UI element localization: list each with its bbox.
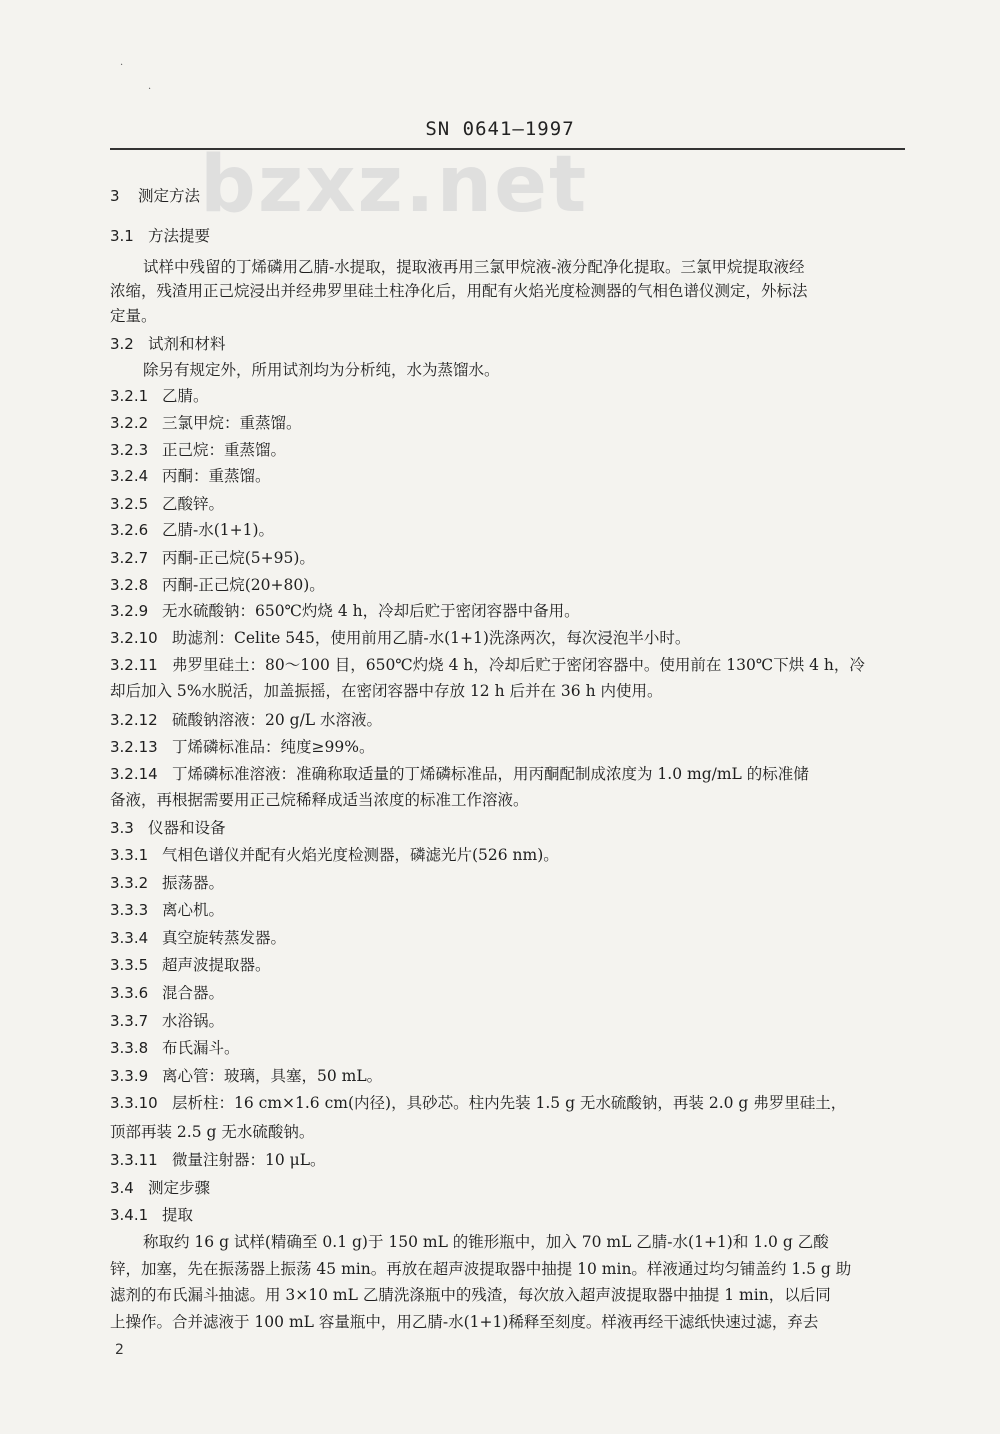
clause-text: 上操作。合并滤液于 100 mL 容量瓶中，用乙腈-水(1+1)稀释至刻度。样液再经干滤纸快速过滤，弃去: [110, 1313, 819, 1331]
clause-line: [110, 818, 910, 838]
clause-line: [110, 601, 910, 621]
clause-number: 3.2.7: [110, 549, 149, 567]
clause-text: 备液，再根据需要用正己烷稀释成适当浓度的标准工作溶液。: [110, 791, 529, 809]
scan-dot: ·: [148, 84, 152, 95]
text-line: [110, 790, 910, 810]
clause-text: 正己烷：重蒸馏。: [162, 441, 287, 459]
clause-number: 3.3.7: [110, 1012, 149, 1030]
clause-text: 层析柱：16 cm×1.6 cm(内径)，具砂芯。柱内先装 1.5 g 无水硫酸钠，再装 2.0 g 弗罗里硅土，: [172, 1094, 847, 1112]
clause-line: [110, 764, 910, 784]
clause-line: [110, 575, 910, 595]
clause-number: 3.2.10: [110, 629, 158, 647]
clause-line: [110, 520, 910, 540]
clause-line: [110, 737, 910, 757]
clause-line: [110, 1093, 910, 1113]
clause-text: 超声波提取器。: [162, 956, 271, 974]
clause-line: [110, 413, 910, 433]
clause-text: 丙酮-正己烷(5+95)。: [162, 549, 315, 567]
clause-number: 3.4.1: [110, 1206, 149, 1224]
text-line: [110, 281, 910, 301]
clause-text: 水浴锅。: [162, 1012, 225, 1030]
clause-number: 3.3.6: [110, 984, 149, 1002]
clause-text: 仪器和设备: [148, 819, 226, 837]
clause-text: 除另有规定外，所用试剂均为分析纯，水为蒸馏水。: [143, 361, 500, 379]
clause-text: 乙腈-水(1+1)。: [162, 521, 275, 539]
clause-text: 无水硫酸钠：650℃灼烧 4 h，冷却后贮于密闭容器中备用。: [162, 602, 580, 620]
clause-line: [110, 1150, 910, 1170]
clause-text: 提取: [162, 1206, 194, 1224]
clause-text: 试剂和材料: [148, 335, 226, 353]
clause-text: 方法提要: [148, 227, 211, 245]
clause-number: 3.2.14: [110, 765, 158, 783]
clause-text: 弗罗里硅土：80～100 目，650℃灼烧 4 h，冷却后贮于密闭容器中。使用前在 130℃下烘 4 h，冷: [172, 656, 865, 674]
text-line: [143, 257, 943, 277]
clause-number: 3.3.3: [110, 901, 149, 919]
clause-line: [110, 466, 910, 486]
text-line: [110, 1312, 910, 1332]
text-line: [110, 306, 910, 326]
page-number: 2: [115, 1342, 124, 1358]
clause-text: 助滤剂：Celite 545，使用前用乙腈-水(1+1)洗涤两次，每次浸泡半小时。: [172, 629, 691, 647]
clause-number: 3.3.8: [110, 1039, 149, 1057]
clause-text: 气相色谱仪并配有火焰光度检测器，磷滤光片(526 nm)。: [162, 846, 559, 864]
clause-text: 离心机。: [162, 901, 225, 919]
clause-text: 乙酸锌。: [162, 495, 225, 513]
clause-line: [110, 928, 910, 948]
clause-line: [110, 1066, 910, 1086]
clause-text: 硫酸钠溶液：20 g/L 水溶液。: [172, 711, 383, 729]
clause-line: [110, 548, 910, 568]
clause-number: 3.2.4: [110, 467, 149, 485]
clause-line: [110, 226, 910, 246]
watermark: bzxz.net: [200, 140, 589, 230]
clause-number: 3.2: [110, 335, 134, 353]
clause-text: 却后加入 5%水脱活，加盖振摇，在密闭容器中存放 12 h 后并在 36 h 内使用。: [110, 682, 663, 700]
clause-text: 微量注射器：10 μL。: [172, 1151, 326, 1169]
page-header: SN 0641—1997: [425, 118, 575, 140]
clause-number: 3.2.12: [110, 711, 158, 729]
clause-number: 3.2.9: [110, 602, 149, 620]
clause-number: 3.3.9: [110, 1067, 149, 1085]
clause-number: 3.2.3: [110, 441, 149, 459]
clause-line: [110, 1205, 910, 1225]
header-rule: [110, 148, 905, 150]
text-line: [110, 681, 910, 701]
clause-text: 离心管：玻璃，具塞，50 mL。: [162, 1067, 383, 1085]
clause-line: [110, 186, 910, 206]
clause-number: 3.1: [110, 227, 134, 245]
clause-text: 丙酮：重蒸馏。: [162, 467, 271, 485]
clause-number: 3.4: [110, 1179, 134, 1197]
clause-text: 丙酮-正己烷(20+80)。: [162, 576, 325, 594]
clause-number: 3.2.5: [110, 495, 149, 513]
clause-text: 乙腈。: [162, 387, 209, 405]
clause-line: [110, 1178, 910, 1198]
clause-text: 浓缩，残渣用正己烷浸出并经弗罗里硅土柱净化后，用配有火焰光度检测器的气相色谱仪测定，外标法: [110, 282, 808, 300]
clause-text: 定量。: [110, 307, 157, 325]
clause-number: 3.3.11: [110, 1151, 158, 1169]
clause-text: 测定方法: [138, 187, 201, 205]
clause-text: 真空旋转蒸发器。: [162, 929, 287, 947]
clause-number: 3.2.13: [110, 738, 158, 756]
clause-text: 滤剂的布氏漏斗抽滤。用 3×10 mL 乙腈洗涤瓶中的残渣，每次放入超声波提取器中抽提 1 min，以后同: [110, 1286, 831, 1304]
clause-text: 试样中残留的丁烯磷用乙腈-水提取，提取液再用三氯甲烷液-液分配净化提取。三氯甲烷提取液经: [143, 258, 805, 276]
clause-text: 三氯甲烷：重蒸馏。: [162, 414, 302, 432]
clause-line: [110, 386, 910, 406]
clause-number: 3.3: [110, 819, 134, 837]
clause-text: 振荡器。: [162, 874, 225, 892]
clause-text: 顶部再装 2.5 g 无水硫酸钠。: [110, 1123, 315, 1141]
clause-line: [110, 983, 910, 1003]
clause-number: 3.3.10: [110, 1094, 158, 1112]
clause-number: 3.3.5: [110, 956, 149, 974]
clause-line: [110, 1011, 910, 1031]
clause-line: [110, 440, 910, 460]
clause-line: [110, 845, 910, 865]
clause-number: 3.2.11: [110, 656, 158, 674]
clause-number: 3.3.4: [110, 929, 149, 947]
clause-text: 称取约 16 g 试样(精确至 0.1 g)于 150 mL 的锥形瓶中，加入 70 mL 乙腈-水(1+1)和 1.0 g 乙酸: [143, 1233, 829, 1251]
clause-line: [110, 494, 910, 514]
clause-line: [110, 334, 910, 354]
text-line: [110, 1259, 910, 1279]
text-line: [143, 360, 943, 380]
clause-line: [110, 628, 910, 648]
clause-line: [110, 1038, 910, 1058]
clause-line: [110, 710, 910, 730]
clause-number: 3.3.2: [110, 874, 149, 892]
clause-number: 3.3.1: [110, 846, 149, 864]
clause-line: [110, 900, 910, 920]
clause-text: 丁烯磷标准品：纯度≥99%。: [172, 738, 375, 756]
clause-number: 3.2.1: [110, 387, 149, 405]
text-line: [143, 1232, 943, 1252]
clause-number: 3.2.2: [110, 414, 149, 432]
clause-text: 锌，加塞，先在振荡器上振荡 45 min。再放在超声波提取器中抽提 10 min。样液通过均匀铺盖约 1.5 g 助: [110, 1260, 852, 1278]
clause-line: [110, 955, 910, 975]
clause-number: 3: [110, 187, 120, 205]
clause-text: 丁烯磷标准溶液：准确称取适量的丁烯磷标准品，用丙酮配制成浓度为 1.0 mg/mL 的标准储: [172, 765, 809, 783]
scan-dot: ·: [120, 60, 124, 71]
clause-number: 3.2.8: [110, 576, 149, 594]
clause-line: [110, 655, 910, 675]
text-line: [110, 1122, 910, 1142]
clause-number: 3.2.6: [110, 521, 149, 539]
clause-text: 布氏漏斗。: [162, 1039, 240, 1057]
text-line: [110, 1285, 910, 1305]
clause-text: 混合器。: [162, 984, 225, 1002]
clause-text: 测定步骤: [148, 1179, 211, 1197]
clause-line: [110, 873, 910, 893]
